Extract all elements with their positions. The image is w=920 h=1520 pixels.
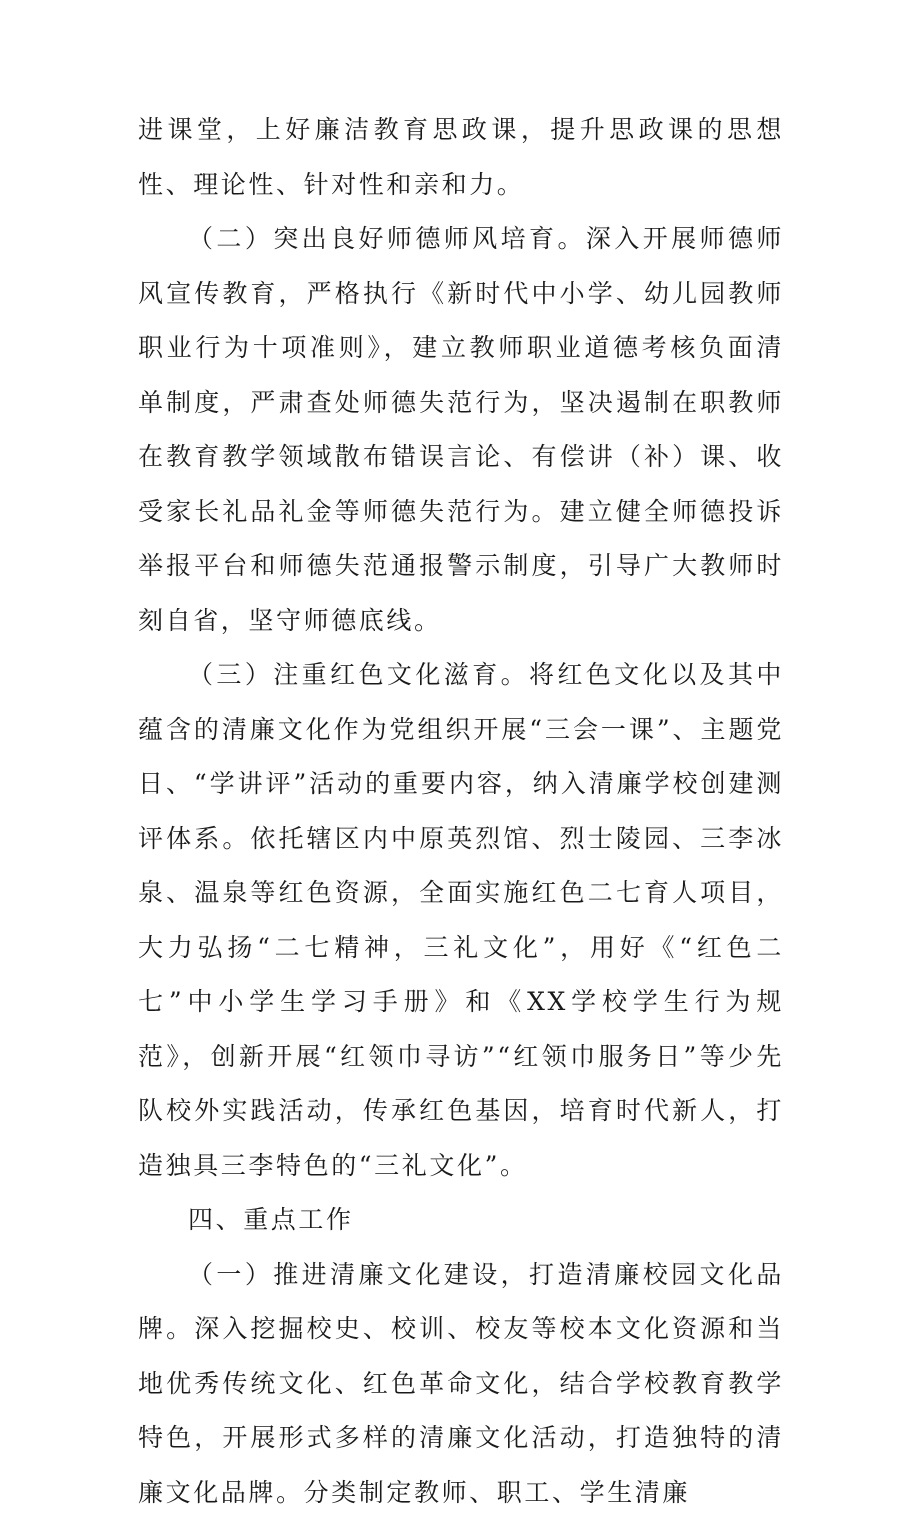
paragraph-red-culture: （三）注重红色文化滋育。将红色文化以及其中蕴含的清廉文化作为党组织开展“三会一课”、主题党日、“学讲评”活动的重要内容，纳入清廉学校创建测评体系。依托辖区内中原英烈馆、烈士陵园、三李冰泉、温泉等红色资源，全面实施红色二七育人项目，大力弘扬“二七精神，三礼文化”，用好《“红色二七”中小学生学习手册》和《XX学校学生行为规范》，创新开展“红领巾寻访”“红领巾服务日”等少先队校外实践活动，传承红色基因，培育时代新人，打造独具三李特色的“三礼文化”。 bbox=[138, 648, 784, 1193]
paragraph-clean-culture: （一）推进清廉文化建设，打造清廉校园文化品牌。深入挖掘校史、校训、校友等校本文化资源和当地优秀传统文化、红色革命文化，结合学校教育教学特色，开展形式多样的清廉文化活动，打造独特的清廉文化品牌。分类制定教师、职工、学生清廉 bbox=[138, 1248, 784, 1520]
paragraph-continuation: 进课堂，上好廉洁教育思政课，提升思政课的思想性、理论性、针对性和亲和力。 bbox=[138, 103, 784, 212]
document-body bbox=[138, 103, 784, 1520]
paragraph-teacher-ethics: （二）突出良好师德师风培育。深入开展师德师风宣传教育，严格执行《新时代中小学、幼儿园教师职业行为十项准则》，建立教师职业道德考核负面清单制度，严肃查处师德失范行为，坚决遏制在职教师在教育教学领域散布错误言论、有偿讲（补）课、收受家长礼品礼金等师德失范行为。建立健全师德投诉举报平台和师德失范通报警示制度，引导广大教师时刻自省，坚守师德底线。 bbox=[138, 212, 784, 648]
section-heading-key-work: 四、重点工作 bbox=[138, 1193, 784, 1248]
